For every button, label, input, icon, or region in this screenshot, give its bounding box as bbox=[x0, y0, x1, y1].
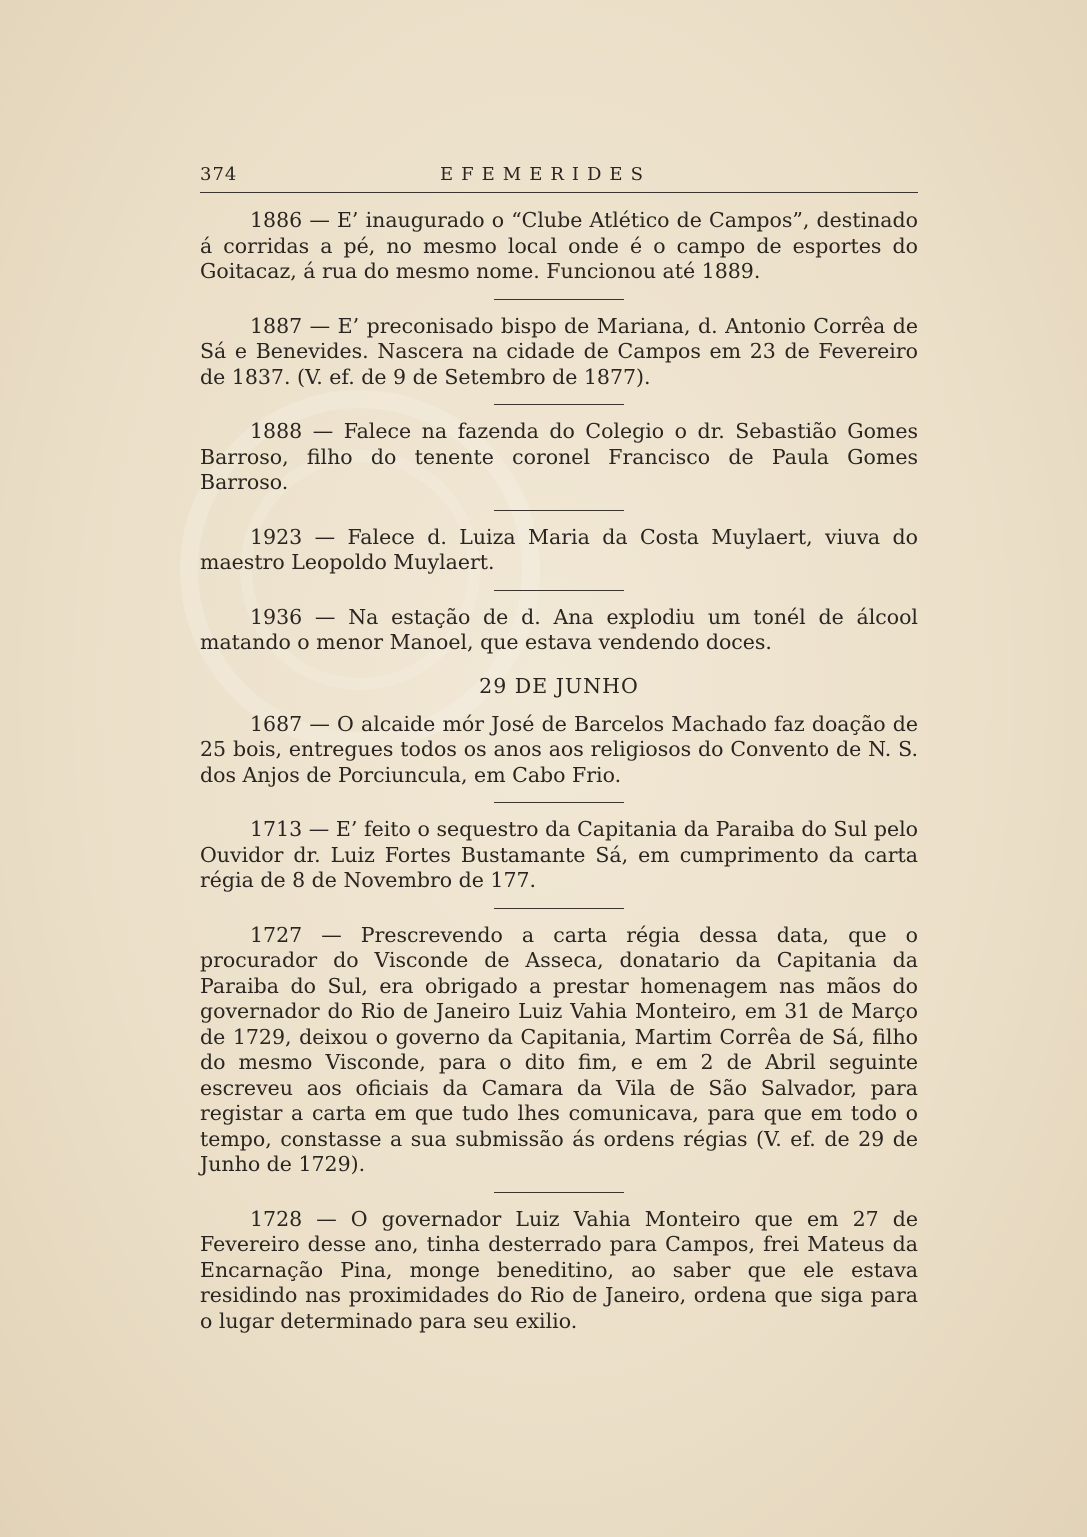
entry-text: 1713 — E’ feito o sequestro da Capitania da Paraiba do Sul pelo Ouvidor dr. Luiz Fortes Bustamante Sá, em cumprimento da carta régia de 8 de Novembro de 177. bbox=[200, 817, 918, 892]
entry-text: 1936 — Na estação de d. Ana explodiu um tonél de álcool matando o menor Manoel, que estava vendendo doces. bbox=[200, 604, 918, 654]
entry-text: 1923 — Falece d. Luiza Maria da Costa Muylaert, viuva do maestro Leopoldo Muylaert. bbox=[200, 524, 918, 574]
entry-1923 bbox=[200, 525, 918, 576]
entry-text: 1887 — E’ preconisado bispo de Mariana, d. Antonio Corrêa de Sá e Benevides. Nascera na cidade de Campos em 23 de Fevereiro de 1837. (V. ef. de 9 de Setembro de 1877). bbox=[200, 313, 918, 389]
entry-1936 bbox=[200, 605, 918, 656]
separator-rule bbox=[494, 299, 624, 300]
page-content bbox=[200, 208, 918, 1334]
separator-rule bbox=[494, 1192, 624, 1193]
page-header bbox=[200, 164, 918, 193]
entry-1728 bbox=[200, 1207, 918, 1335]
entry-1713 bbox=[200, 817, 918, 894]
section-heading: 29 DE JUNHO bbox=[479, 673, 639, 698]
entry-1727 bbox=[200, 923, 918, 1178]
running-title: EFEMERIDES bbox=[440, 164, 651, 185]
page-number: 374 bbox=[200, 164, 238, 185]
entry-text: 1727 — Prescrevendo a carta régia dessa data, que o procurador do Visconde de Asseca, donatario da Capitania da Paraiba do Sul, era obrigado a prestar homenagem nas mãos do governador do Rio de Janeiro Luiz Vahia Monteiro, em 31 de Março de 1729, deixou o governo da Capitania, Martim Corrêa de Sá, filho do mesmo Visconde, para o dito fim, e em 2 de Abril seguinte escreveu aos oficiais da Camara da Vila de São Salvador, para registar a carta em que tudo lhes comunicava, para que em todo o tempo, constasse a sua submissão ás ordens régias (V. ef. de 29 de Junho de 1729). bbox=[200, 922, 918, 1176]
separator-rule bbox=[494, 908, 624, 909]
entry-1888 bbox=[200, 419, 918, 496]
separator-rule bbox=[494, 802, 624, 803]
entry-1886 bbox=[200, 208, 918, 285]
entry-1687 bbox=[200, 712, 918, 789]
separator-rule bbox=[494, 510, 624, 511]
entry-text: 1687 — O alcaide mór José de Barcelos Machado faz doação de 25 bois, entregues todos os anos aos religiosos do Convento de N. S. dos Anjos de Porciuncula, em Cabo Frio. bbox=[200, 711, 918, 787]
separator-rule bbox=[494, 404, 624, 405]
entry-text: 1888 — Falece na fazenda do Colegio o dr. Sebastião Gomes Barroso, filho do tenente coronel Francisco de Paula Gomes Barroso. bbox=[200, 419, 918, 494]
entry-1887 bbox=[200, 314, 918, 391]
entry-text: 1728 — O governador Luiz Vahia Monteiro que em 27 de Fevereiro desse ano, tinha desterrado para Campos, frei Mateus da Encarnação Pina, monge beneditino, ao saber que ele estava residindo nas proximidades do Rio de Janeiro, ordena que siga para o lugar determinado para seu exilio. bbox=[200, 1206, 918, 1333]
entry-text: 1886 — E’ inaugurado o “Clube Atlético de Campos”, destinado á corridas a pé, no mesmo local onde é o campo de esportes do Goitacaz, á rua do mesmo nome. Funcionou até 1889. bbox=[200, 208, 918, 283]
separator-rule bbox=[494, 590, 624, 591]
